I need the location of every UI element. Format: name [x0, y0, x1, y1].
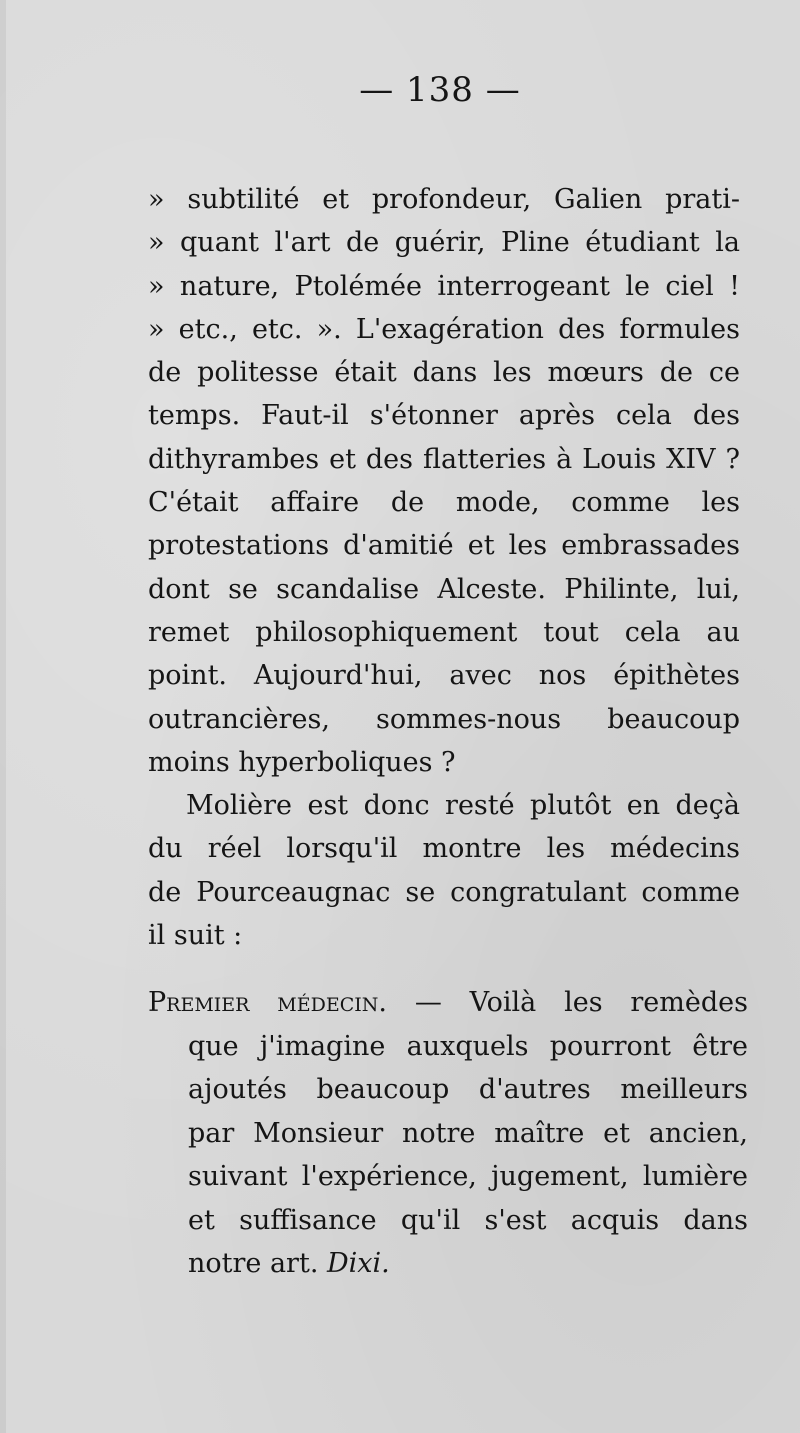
page-edge-shadow	[0, 0, 6, 1433]
text-line: dithyrambes et des flatteries à Louis XIV ?	[148, 443, 740, 475]
text-line: remet philosophiquement tout cela au	[148, 616, 740, 648]
latin-word: Dixi.	[327, 1248, 390, 1279]
page-number: — 138 —	[359, 70, 521, 110]
dialogue-quote	[148, 981, 748, 1286]
text-line: de politesse était dans les mœurs de ce	[148, 357, 740, 389]
text-line: dont se scandalise Alceste. Philinte, lui,	[148, 573, 740, 605]
text-line: » nature, Ptolémée interrogeant le ciel !	[148, 270, 740, 302]
text-line: il suit :	[148, 920, 243, 952]
speech-last-text: notre art.	[188, 1248, 319, 1279]
paragraph-first-line: Molière est donc resté plutôt en deçà	[186, 790, 740, 822]
text-line: protestations d'amitié et les embrassades	[148, 530, 740, 562]
speech-last-line	[148, 1242, 748, 1286]
text-line: » etc., etc. ». L'exagération des formules	[148, 313, 740, 345]
speech-line: suivant l'expérience, jugement, lumière	[188, 1161, 748, 1192]
speech-line: et suffisance qu'il s'est acquis dans	[188, 1204, 748, 1236]
main-text	[148, 178, 740, 957]
speech-line: que j'imagine auxquels pourront être	[188, 1030, 748, 1062]
text-line: de Pourceaugnac se congratulant comme	[148, 876, 740, 908]
text-line: moins hyperboliques ?	[148, 746, 456, 778]
speech-line: par Monsieur notre maître et ancien,	[188, 1117, 748, 1149]
text-line: point. Aujourd'hui, avec nos épithètes	[148, 660, 740, 692]
text-line: outrancières, sommes-nous beaucoup	[148, 703, 740, 735]
speech-opening: — Voilà les remèdes	[414, 987, 748, 1018]
text-line: » subtilité et profondeur, Galien prati-	[148, 184, 740, 215]
speaker-name: Premier médecin.	[148, 987, 387, 1018]
speech-line: ajoutés beaucoup d'autres meilleurs	[188, 1074, 748, 1105]
speech-first-line	[148, 981, 748, 1025]
text-line: » quant l'art de guérir, Pline étudiant la	[148, 227, 740, 259]
text-line: temps. Faut-il s'étonner après cela des	[148, 400, 740, 432]
text-line: du réel lorsqu'il montre les médecins	[148, 833, 740, 865]
text-line: C'était affaire de mode, comme les	[148, 487, 740, 519]
